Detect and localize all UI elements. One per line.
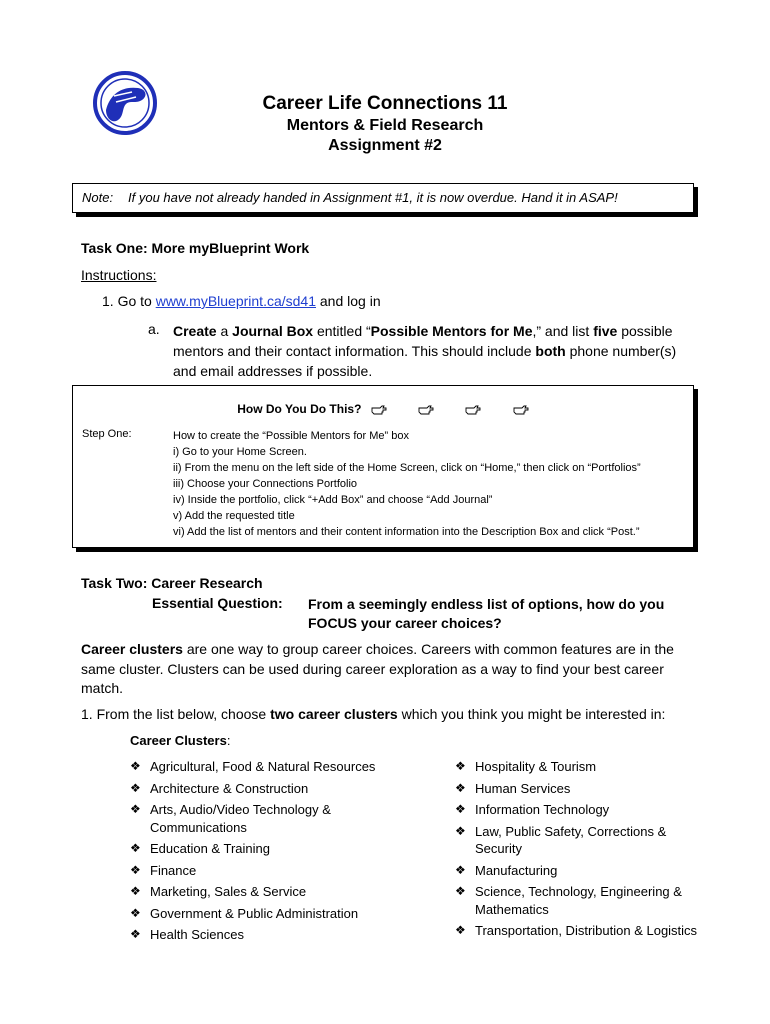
list-item: ❖ Manufacturing	[455, 862, 700, 880]
list-item: ❖ Health Sciences	[130, 926, 380, 944]
essential-question-text: From a seemingly endless list of options, how do you FOCUS your career choices?	[308, 596, 665, 631]
task-one-heading: Task One: More myBlueprint Work	[81, 240, 310, 256]
list-item: ❖ Finance	[130, 862, 380, 880]
myblueprint-link[interactable]: www.myBlueprint.ca/sd41	[155, 293, 316, 309]
how-to-heading: How Do You Do This?	[73, 402, 693, 416]
list-item: ❖ Transportation, Distribution & Logistics	[455, 922, 700, 940]
how-to-steps	[173, 428, 641, 540]
pointing-hand-icon	[465, 405, 481, 415]
question-one: 1. From the list below, choose two career clusters which you think you might be interested in:	[81, 706, 666, 722]
step-a-text: Create a Journal Box entitled “Possible Mentors for Me,” and list five possible mentors and their contact information. This should include both phone number(s) and email addresses if possible.	[173, 323, 677, 379]
list-item: ❖ Information Technology	[455, 801, 700, 819]
pointing-hand-icon	[418, 405, 434, 415]
how-to-line: vi) Add the list of mentors and their content information into the Description Box and click “Post.”	[173, 526, 640, 538]
how-to-line: iii) Choose your Connections Portfolio	[173, 478, 358, 490]
note-label: Note:	[82, 190, 114, 205]
list-item: ❖ Human Services	[455, 780, 700, 798]
how-to-line: v) Add the requested title	[173, 510, 295, 522]
how-to-line: ii) From the menu on the left side of the Home Screen, click on “Home,” then click on “Portfolios”	[173, 462, 641, 474]
career-clusters-label: Career Clusters:	[130, 733, 231, 748]
document-subtitle: Mentors & Field Research	[286, 117, 484, 134]
step-a-label: a.	[148, 321, 160, 337]
list-item: ❖ Hospitality & Tourism	[455, 758, 700, 776]
list-item: ❖ Agricultural, Food & Natural Resources	[130, 758, 380, 776]
pointing-hand-icon	[513, 405, 529, 415]
how-to-line: How to create the “Possible Mentors for Me” box	[173, 430, 409, 442]
list-item: ❖ Architecture & Construction	[130, 780, 380, 798]
note-text: If you have not already handed in Assignment #1, it is now overdue. Hand it in ASAP!	[128, 190, 618, 205]
document-header	[250, 92, 520, 156]
pointing-hand-icon	[371, 405, 387, 415]
task-two-heading: Task Two: Career Research	[81, 575, 263, 591]
how-to-line: i) Go to your Home Screen.	[173, 446, 307, 458]
instructions-label: Instructions:	[81, 267, 157, 283]
note-box	[72, 183, 694, 213]
list-item: ❖ Law, Public Safety, Corrections & Security	[455, 823, 700, 858]
how-to-box	[72, 385, 694, 548]
career-clusters-paragraph: Career clusters are one way to group career choices. Careers with common features are in the same cluster. Clusters can be used during career exploration as a way to find your best career match.	[81, 641, 674, 696]
list-item: ❖ Government & Public Administration	[130, 905, 380, 923]
assignment-number: Assignment #2	[328, 137, 442, 154]
school-logo	[92, 70, 158, 136]
list-item: ❖ Marketing, Sales & Service	[130, 883, 380, 901]
step-one-line: 1. Go to www.myBlueprint.ca/sd41 and log in	[102, 293, 381, 309]
document-title: Career Life Connections 11	[262, 93, 508, 114]
essential-question-label: Essential Question:	[152, 595, 283, 611]
step-one-label: Step One:	[82, 428, 132, 440]
list-item: ❖ Education & Training	[130, 840, 380, 858]
clusters-left-list	[130, 758, 380, 948]
list-item: ❖ Science, Technology, Engineering & Mathematics	[455, 883, 700, 918]
how-to-line: iv) Inside the portfolio, click “+Add Box” and choose “Add Journal”	[173, 494, 493, 506]
clusters-right-list	[455, 758, 700, 944]
list-item: ❖ Arts, Audio/Video Technology & Communications	[130, 801, 380, 836]
